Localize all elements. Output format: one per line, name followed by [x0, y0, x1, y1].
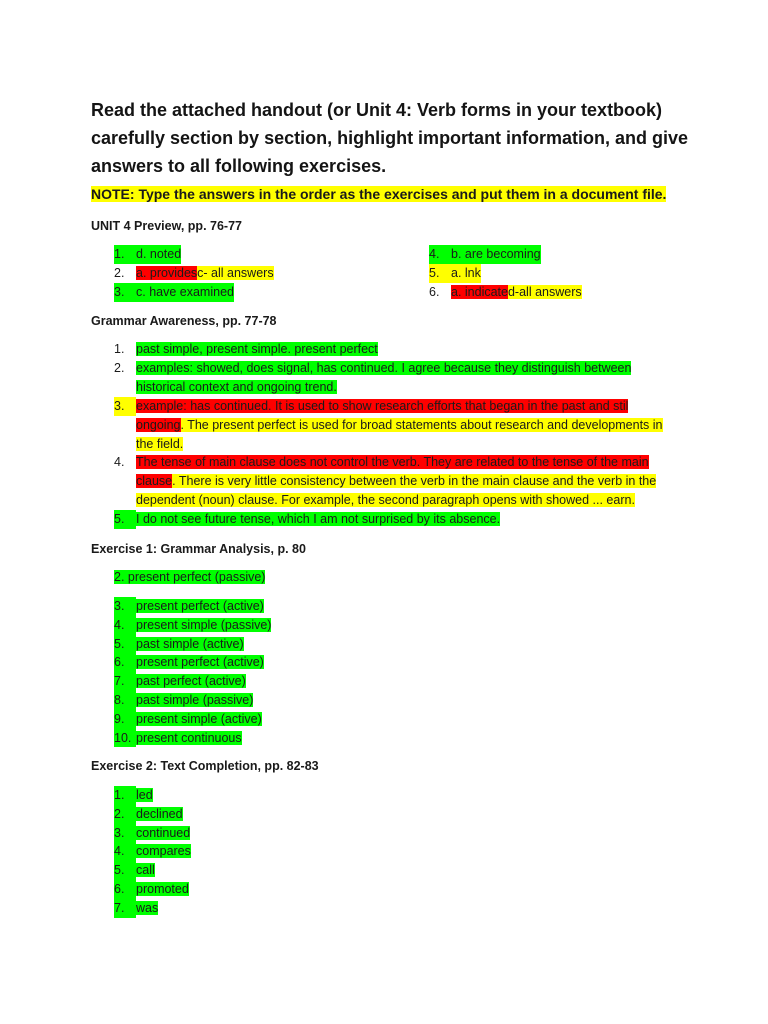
item-number: 4.	[114, 455, 125, 469]
item-number: 1.	[114, 786, 136, 805]
answer-line: I do not see future tense, which I am not surprised by its absence.	[136, 512, 501, 526]
note-text: NOTE: Type the answers in the order as the exercises and put them in a document file.	[91, 186, 667, 202]
exercise2-heading: Exercise 2: Text Completion, pp. 82-83	[91, 759, 319, 773]
item-number: 5.	[114, 861, 136, 880]
item-number: 4.	[429, 245, 451, 264]
item-number: 4.	[114, 842, 136, 861]
answer-line: The tense of main clause does not control the verb. They are related to the tense of the main	[136, 455, 649, 469]
answer-line: present continuous	[136, 730, 242, 745]
instructions-paragraph: Read the attached handout (or Unit 4: Verb forms in your textbook) carefully section by section, highlight important information, and give answers to all following exercises.	[91, 100, 689, 176]
correct-answer: d-all answers	[507, 285, 582, 299]
answer-line: past perfect (active)	[136, 674, 246, 689]
answer-line: continued	[136, 825, 191, 840]
item-number: 3.	[114, 824, 136, 843]
item-number: 9.	[114, 710, 136, 729]
answer-text: a. lnk	[451, 264, 481, 283]
answer-line: present perfect (active)	[136, 655, 264, 670]
answer-line: ongoing. The present perfect is used for broad statements about research and developments in	[136, 418, 663, 432]
answer-line: call	[136, 863, 155, 878]
item-number: 7.	[114, 899, 136, 918]
answer-line: past simple (passive)	[136, 693, 254, 707]
item-number: 5.	[114, 635, 136, 654]
answer-line: led	[136, 788, 153, 802]
answer-line: dependent (noun) clause. For example, the second paragraph opens with showed ... earn.	[136, 493, 635, 507]
incorrect-answer: a. provides	[136, 266, 198, 280]
answer-line: examples: showed, does signal, has continued. I agree because they distinguish between	[136, 361, 632, 375]
answer-line: past simple (active)	[136, 636, 244, 651]
answer-text: d. noted	[136, 245, 181, 264]
preview-heading: UNIT 4 Preview, pp. 76-77	[91, 219, 242, 233]
item-number: 2.	[114, 266, 125, 280]
answer-line: 2. present perfect (passive)	[114, 570, 266, 584]
answer-line: past simple, present simple. present perfect	[136, 342, 378, 356]
item-number: 10.	[114, 729, 136, 748]
item-number: 2.	[114, 805, 136, 824]
item-number: 6.	[114, 880, 136, 899]
item-number: 4.	[114, 616, 136, 635]
answer-line: present perfect (active)	[136, 599, 264, 613]
item-number: 3.	[114, 283, 136, 302]
item-number: 1.	[114, 245, 136, 264]
answer-line: the field.	[136, 437, 184, 451]
item-number: 6.	[114, 653, 136, 672]
answer-line: declined	[136, 806, 183, 821]
item-number: 7.	[114, 672, 136, 691]
answer-line: present simple (active)	[136, 711, 262, 726]
answer-line: clause. There is very little consistency between the verb in the main clause and the verb in the	[136, 474, 657, 488]
answer-text: c. have examined	[136, 283, 234, 302]
answer-text: b. are becoming	[451, 245, 541, 264]
item-number: 3.	[114, 397, 136, 416]
item-number: 5.	[114, 510, 136, 529]
answer-line: example: has continued. It is used to show research efforts that began in the past and stil	[136, 399, 629, 413]
item-number: 2.	[114, 361, 125, 375]
item-number: 5.	[429, 264, 451, 283]
item-number: 3.	[114, 597, 136, 616]
answer-line: promoted	[136, 882, 189, 896]
correct-answer: c- all answers	[197, 266, 274, 280]
awareness-heading: Grammar Awareness, pp. 77-78	[91, 314, 277, 328]
item-number: 8.	[114, 691, 136, 710]
item-number: 1.	[114, 342, 125, 356]
answer-line: historical context and ongoing trend.	[136, 380, 337, 394]
exercise1-heading: Exercise 1: Grammar Analysis, p. 80	[91, 542, 306, 556]
answer-line: compares	[136, 844, 191, 859]
incorrect-answer: a. indicate	[451, 285, 508, 299]
note-line	[91, 184, 666, 204]
answer-line: present simple (passive)	[136, 617, 272, 632]
item-number: 6.	[429, 285, 440, 299]
answer-line: was	[136, 900, 159, 915]
